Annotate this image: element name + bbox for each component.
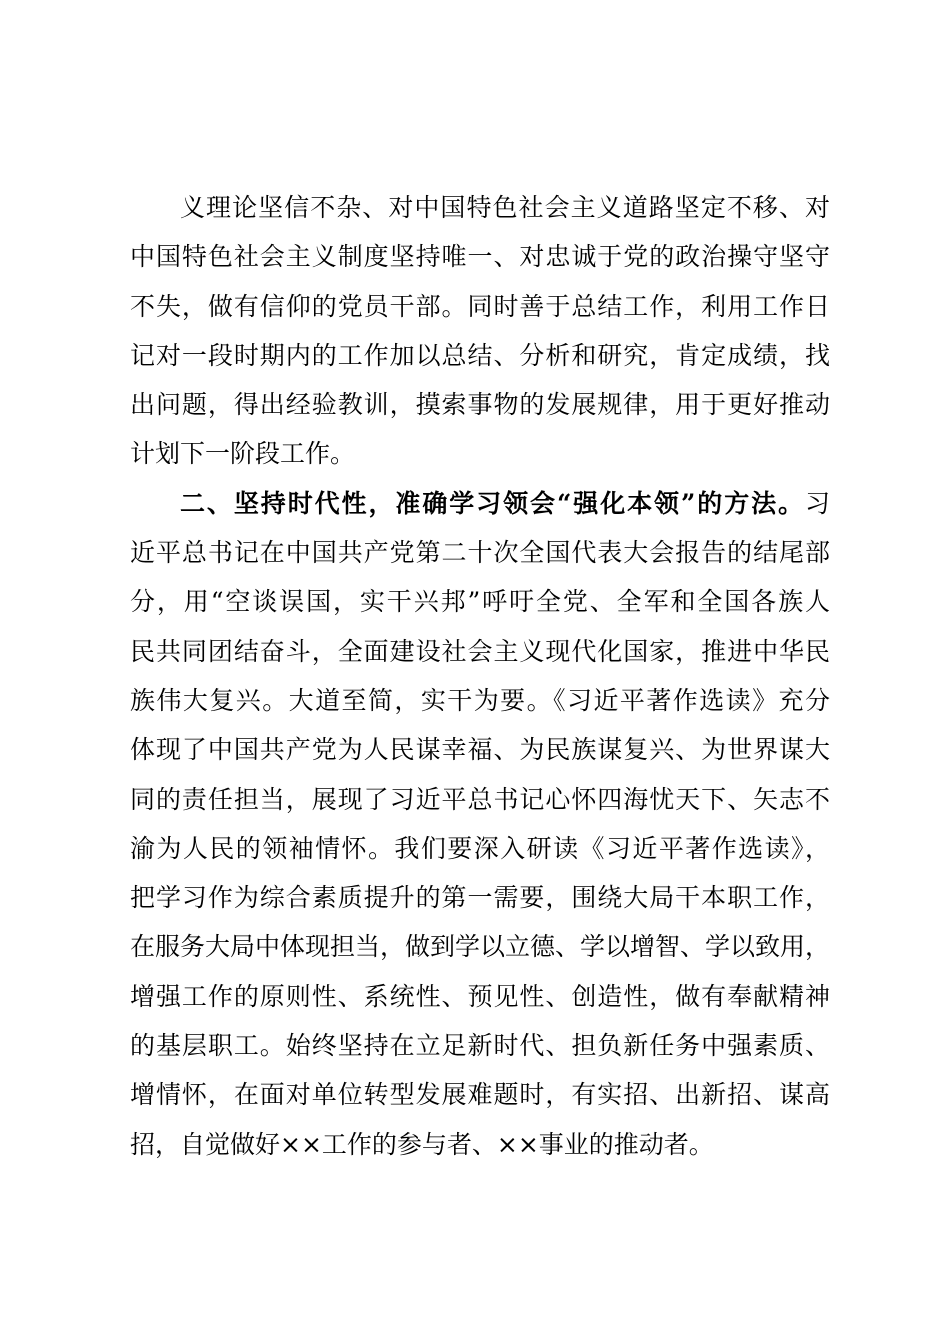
text-line: 增强工作的原则性、系统性、预见性、创造性，做有奉献精神 [130,981,830,1011]
section-heading: 二、坚持时代性，准确学习领会“强化本领”的方法。 [180,488,805,518]
text-line: 计划下一阶段工作。 [130,439,356,469]
text-line: 把学习作为综合素质提升的第一需要，围绕大局干本职工作， [130,883,830,913]
text-line: 族伟大复兴。大道至简，实干为要。《习近平著作选读》充分 [130,685,830,715]
text-line: 同的责任担当，展现了习近平总书记心怀四海忧天下、矢志不 [130,784,830,814]
text-line: 不失，做有信仰的党员干部。同时善于总结工作，利用工作日 [130,291,830,321]
paragraph-2 [130,479,830,1169]
text-line: 增情怀，在面对单位转型发展难题时，有实招、出新招、谋高 [130,1080,830,1110]
text-line: 的基层职工。始终坚持在立足新时代、担负新任务中强素质、 [130,1031,830,1061]
paragraph-1 [130,183,830,479]
text-line: 渝为人民的领袖情怀。我们要深入研读《习近平著作选读》， [130,833,830,863]
text-run: 习 [804,488,830,518]
text-line: 分，用“空谈误国，实干兴邦”呼吁全党、全军和全国各族人 [130,587,830,617]
text-line: 义理论坚信不杂、对中国特色社会主义道路坚定不移、对 [180,193,830,222]
text-line: 民共同团结奋斗，全面建设社会主义现代化国家，推进中华民 [130,636,830,666]
text-line: 近平总书记在中国共产党第二十次全国代表大会报告的结尾部 [130,538,830,568]
text-line: 在服务大局中体现担当，做到学以立德、学以增智、学以致用， [130,932,831,962]
document-body [130,183,830,1169]
text-line: 招，自觉做好××工作的参与者、××事业的推动者。 [130,1129,714,1159]
paragraph-2-first-line [130,479,830,528]
text-line: 中国特色社会主义制度坚持唯一、对忠诚于党的政治操守坚守 [130,242,830,272]
text-line: 体现了中国共产党为人民谋幸福、为民族谋复兴、为世界谋大 [130,735,830,765]
text-line: 出问题，得出经验教训，摸索事物的发展规律，用于更好推动 [130,390,830,420]
text-line: 记对一段时期内的工作加以总结、分析和研究，肯定成绩，找 [130,340,830,370]
